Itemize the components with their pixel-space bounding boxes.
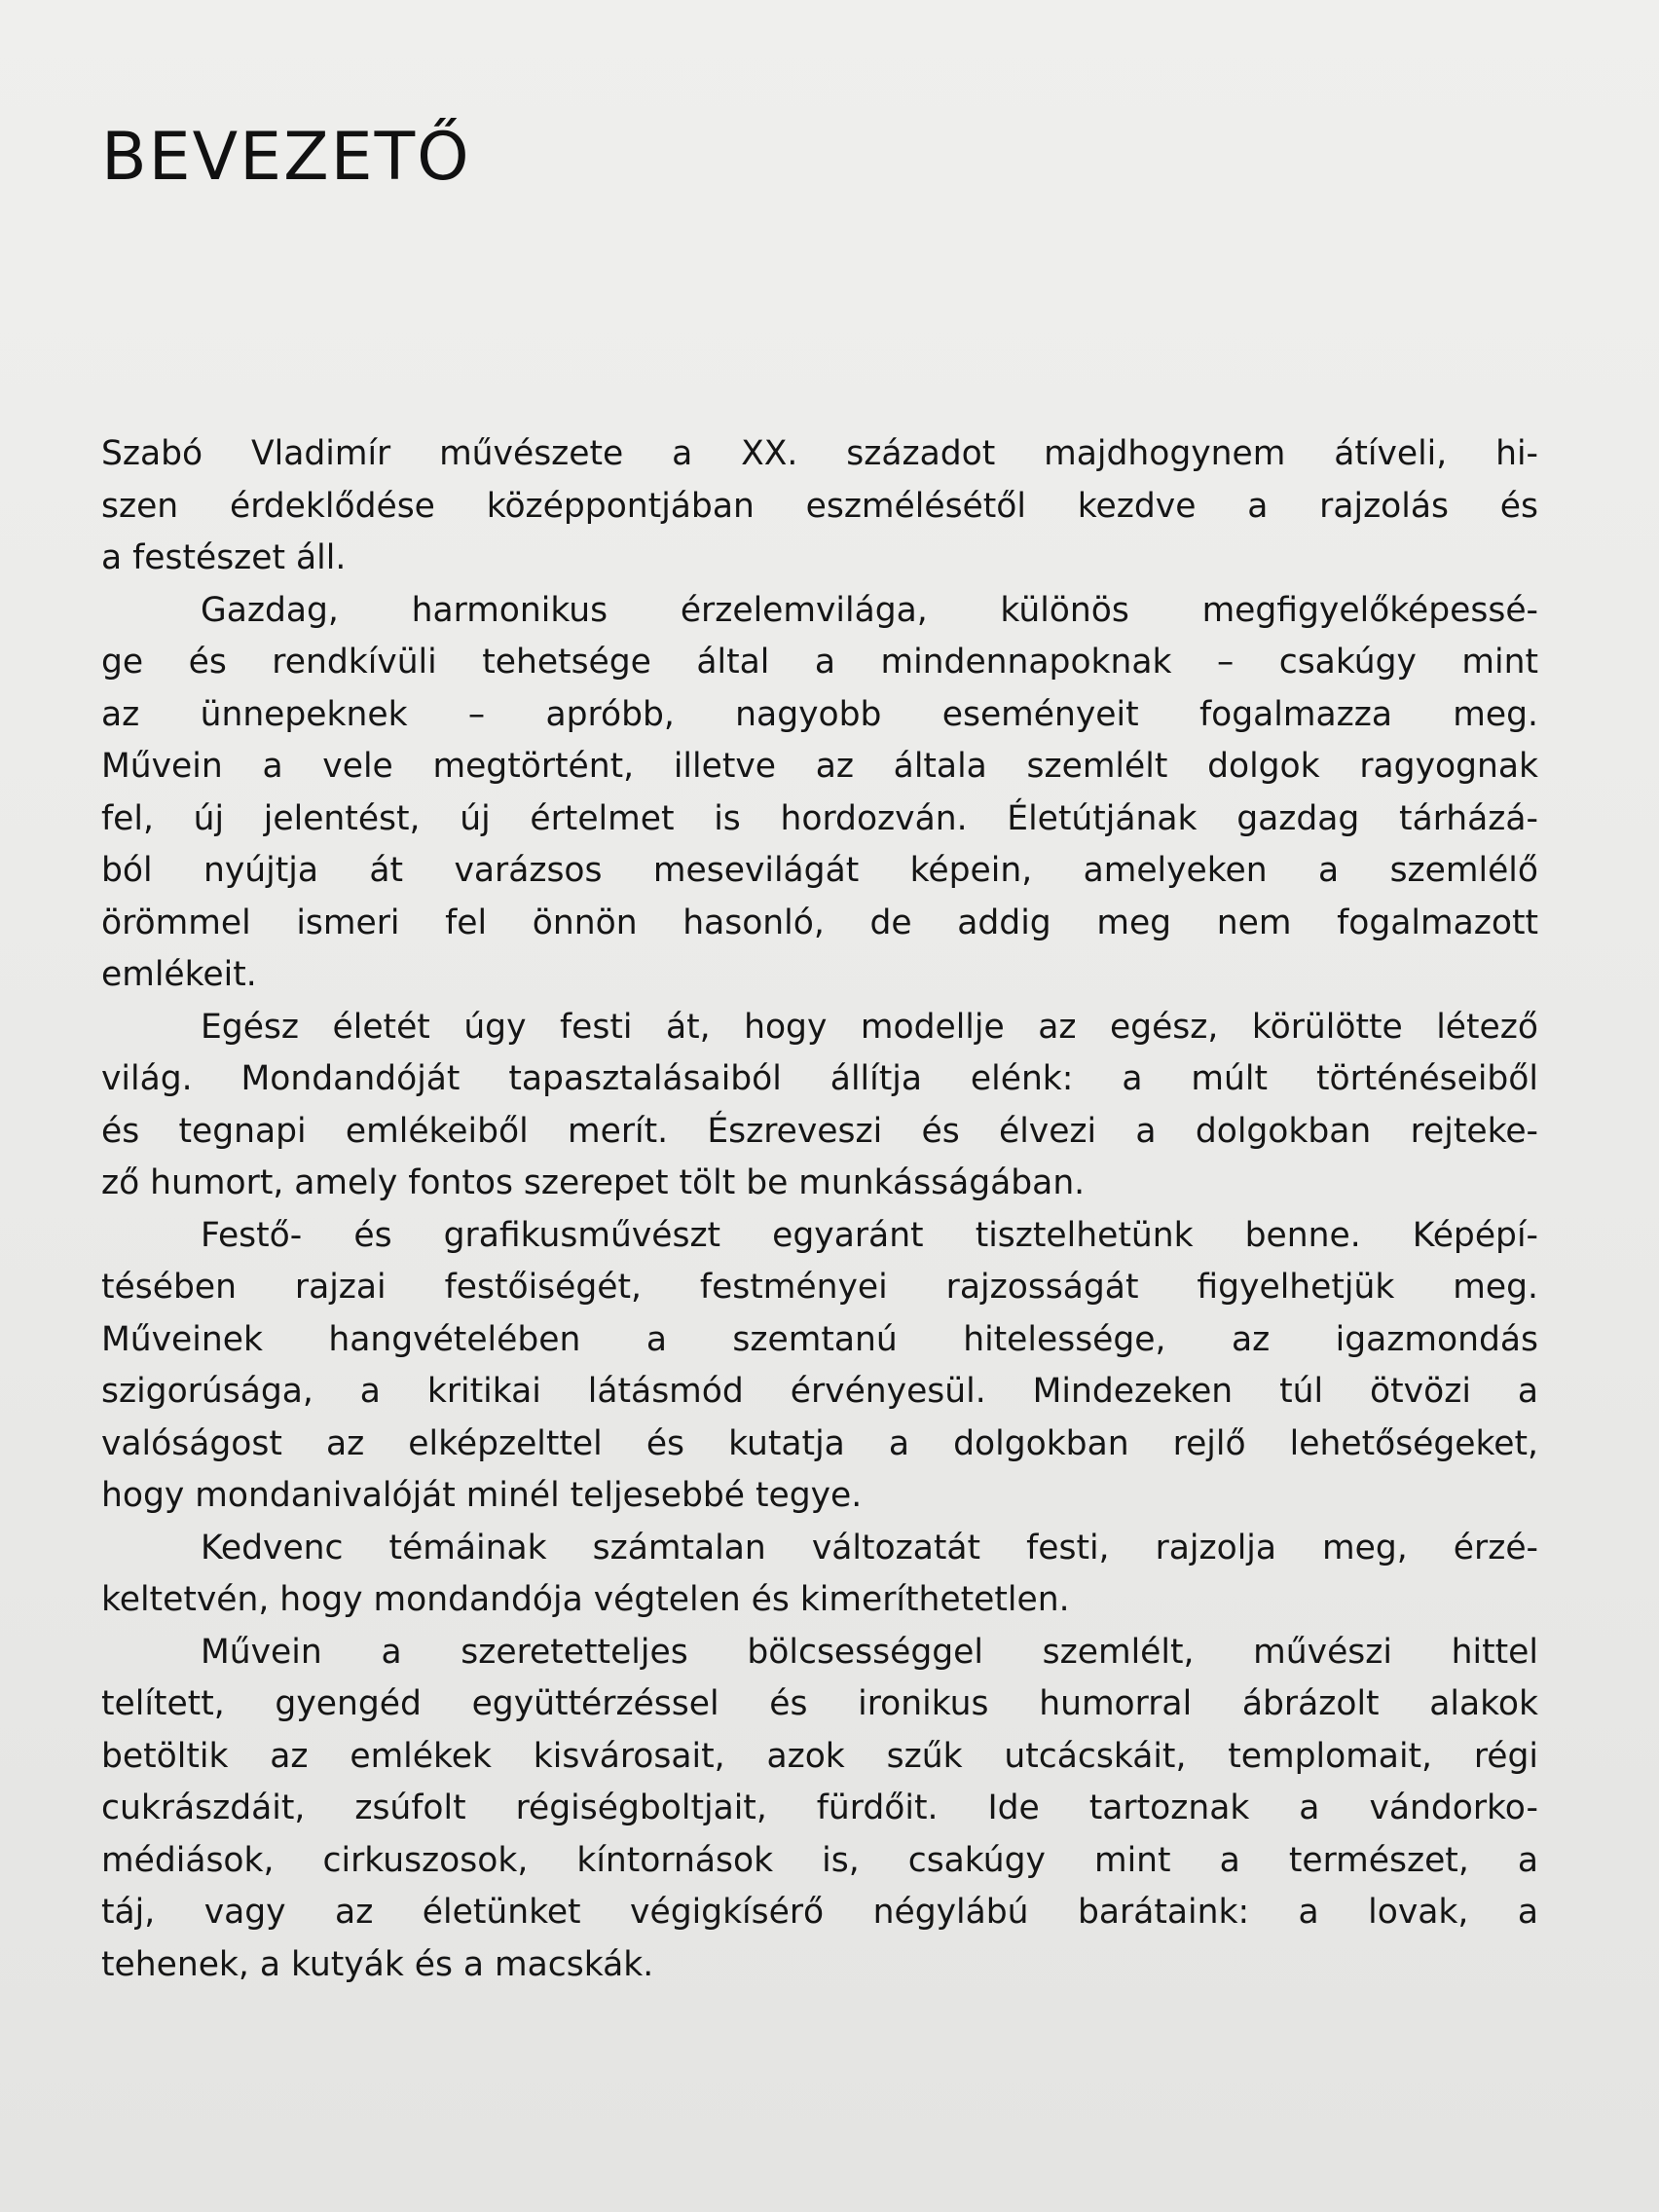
text-line: világ. Mondandóját tapasztalásaiból állítja elénk: a múlt történéseiből	[101, 1059, 1538, 1098]
text-line: valóságost az elképzelttel és kutatja a dolgokban rejlő lehetőségeket,	[101, 1423, 1538, 1463]
text-line: és tegnapi emlékeiből merít. Észreveszi és élvezi a dolgokban rejteke-	[101, 1111, 1538, 1151]
text-line: táj, vagy az életünket végigkísérő négylábú barátaink: a lovak, a	[101, 1893, 1538, 1932]
body-text	[101, 428, 1538, 1991]
text-line: ge és rendkívüli tehetsége által a mindennapoknak – csakúgy mint	[101, 643, 1538, 682]
text-line: szigorúsága, a kritikai látásmód érvényesül. Mindezeken túl ötvözi a	[101, 1372, 1538, 1411]
text-line: Szabó Vladimír művészete a XX. századot majdhogynem átíveli, hi-	[101, 434, 1538, 473]
text-line: tésében rajzai festőiségét, festményei rajzosságát figyelhetjük meg.	[101, 1268, 1538, 1307]
text-line: szen érdeklődése középpontjában eszmélésétől kezdve a rajzolás és	[101, 486, 1538, 526]
text-line: tehenek, a kutyák és a macskák.	[101, 1944, 654, 1984]
text-line: keltetvén, hogy mondandója végtelen és kimeríthetetlen.	[101, 1580, 1070, 1619]
text-line: betöltik az emlékek kisvárosait, azok szűk utcácskáit, templomait, régi	[101, 1736, 1538, 1776]
text-line: Művein a szeretetteljes bölcsességgel szemlélt, művészi hittel	[201, 1632, 1538, 1672]
paragraph	[101, 428, 1538, 585]
text-line: Műveinek hangvételében a szemtanú hitelessége, az igazmondás	[101, 1319, 1538, 1359]
text-line: a festészet áll.	[101, 538, 347, 577]
text-line: örömmel ismeri fel önnön hasonló, de addig meg nem fogalmazott	[101, 903, 1538, 942]
text-line: Gazdag, harmonikus érzelemvilága, különös megfigyelőképessé-	[201, 590, 1538, 630]
text-line: hogy mondanivalóját minél teljesebbé tegye.	[101, 1476, 863, 1515]
text-line: Festő- és grafikusművészt egyaránt tisztelhetünk benne. Képépí-	[201, 1215, 1538, 1255]
paragraph	[101, 1627, 1538, 1992]
text-line: Művein a vele megtörtént, illetve az általa szemlélt dolgok ragyognak	[101, 747, 1538, 786]
text-line: fel, új jelentést, új értelmet is hordozván. Életútjának gazdag tárházá-	[101, 798, 1538, 838]
text-line: ző humort, amely fontos szerepet tölt be munkásságában.	[101, 1163, 1086, 1202]
page-title: BEVEZETŐ	[101, 119, 471, 196]
text-line: az ünnepeknek – apróbb, nagyobb eseményeit fogalmazza meg.	[101, 694, 1538, 734]
text-line: telített, gyengéd együttérzéssel és ironikus humorral ábrázolt alakok	[101, 1684, 1538, 1723]
text-line: Kedvenc témáinak számtalan változatát festi, rajzolja meg, érzé-	[201, 1528, 1538, 1567]
paragraph	[101, 1210, 1538, 1523]
paragraph	[101, 585, 1538, 1002]
text-line: emlékeit.	[101, 955, 257, 994]
paragraph	[101, 1002, 1538, 1210]
text-line: ból nyújtja át varázsos mesevilágát képein, amelyeken a szemlélő	[101, 851, 1538, 890]
text-line: médiások, cirkuszosok, kíntornások is, csakúgy mint a természet, a	[101, 1840, 1538, 1880]
text-line: Egész életét úgy festi át, hogy modellje az egész, körülötte létező	[201, 1007, 1538, 1047]
text-line: cukrászdáit, zsúfolt régiségboltjait, fürdőit. Ide tartoznak a vándorko-	[101, 1788, 1538, 1827]
paragraph	[101, 1523, 1538, 1627]
